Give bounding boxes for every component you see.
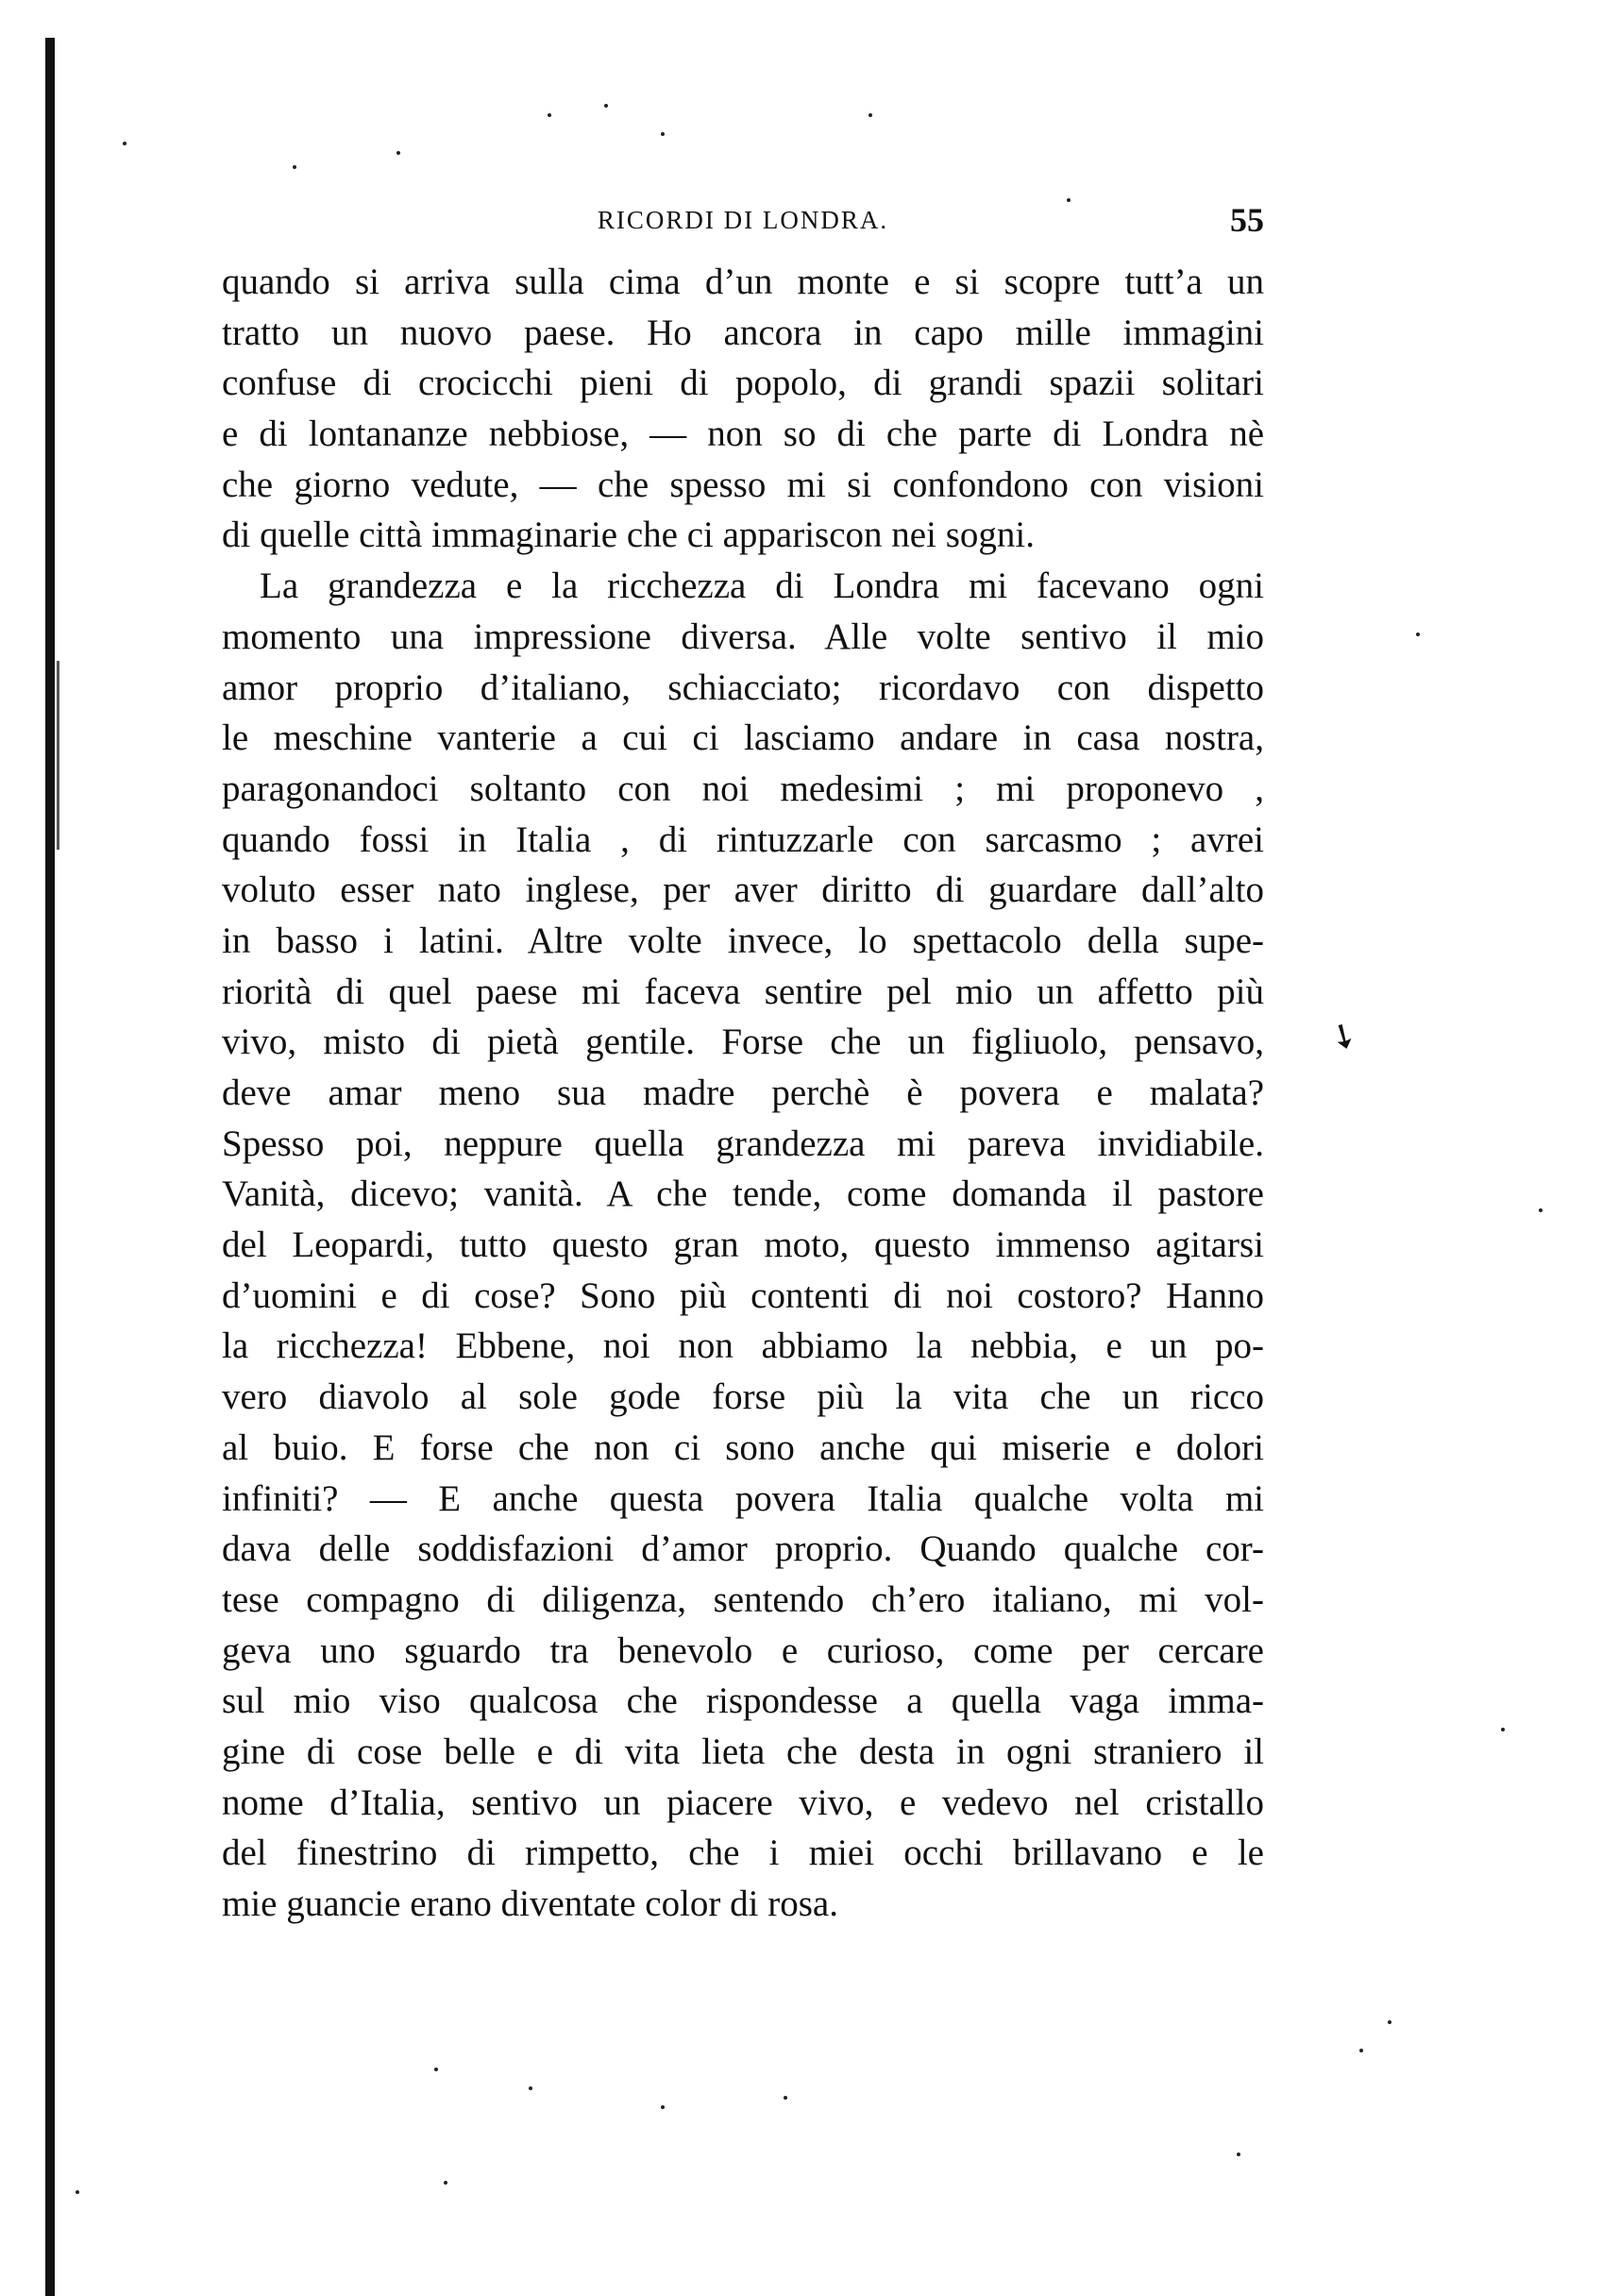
speck <box>1237 2152 1240 2156</box>
paragraph-1 <box>222 257 1264 561</box>
speck <box>434 2068 438 2071</box>
speck <box>529 2086 532 2090</box>
text-line: Spesso poi, neppure quella grandezza mi pareva invidiabile. <box>222 1123 1264 1164</box>
text-line: infiniti? — E anche questa povera Italia qualche volta mi <box>222 1477 1264 1519</box>
page-binding-edge <box>45 38 55 2296</box>
text-line: sul mio viso qualcosa che rispondesse a quella vaga imma- <box>222 1680 1264 1722</box>
text-line: Vanità, dicevo; vanità. A che tende, come domanda il pastore <box>222 1173 1264 1215</box>
speck <box>1501 1728 1505 1731</box>
page-header <box>222 200 1264 238</box>
ink-mark-icon: ➘ <box>1322 1012 1366 1060</box>
speck <box>293 165 296 169</box>
text-line: confuse di crocicchi pieni di popolo, di grandi spazii solitari <box>222 363 1264 404</box>
speck <box>1539 1208 1543 1212</box>
text-line: dava delle soddisfazioni d’amor proprio. Quando qualche cor- <box>222 1528 1264 1570</box>
speck <box>661 132 665 136</box>
running-title: RICORDI DI LONDRA. <box>597 206 889 234</box>
speck <box>1416 633 1420 636</box>
text-line: vero diavolo al sole gode forse più la vita che un ricco <box>222 1376 1264 1418</box>
speck <box>123 142 126 145</box>
speck <box>784 2096 787 2100</box>
text-line: quando fossi in Italia , di rintuzzarle con sarcasmo ; avrei <box>222 819 1264 860</box>
text-line: gine di cose belle e di vita lieta che desta in ogni straniero il <box>222 1730 1264 1772</box>
text-line: amor proprio d’italiano, schiacciato; ricordavo con dispetto <box>222 667 1264 708</box>
text-line: quando si arriva sulla cima d’un monte e si scopre tutt’a un <box>222 262 1264 302</box>
speck <box>76 2190 79 2194</box>
speck <box>868 113 872 117</box>
text-line: paragonandoci soltanto con noi medesimi ; mi proponevo , <box>222 768 1264 809</box>
text-line: voluto esser nato inglese, per aver diritto di guardare dall’alto <box>222 869 1264 911</box>
text-line: al buio. E forse che non ci sono anche qui miserie e dolori <box>222 1427 1264 1468</box>
text-line: le meschine vanterie a cui ci lasciamo andare in casa nostra, <box>222 718 1264 759</box>
text-line: nome d’Italia, sentivo un piacere vivo, e vedevo nel cristallo <box>222 1781 1264 1823</box>
text-line: mie guancie erano diventate color di rosa. <box>222 1883 838 1924</box>
speck <box>1067 198 1071 202</box>
text-line: geva uno sguardo tra benevolo e curioso, come per cercare <box>222 1629 1264 1671</box>
page-number: 55 <box>1230 201 1264 239</box>
text-line: vivo, misto di pietà gentile. Forse che un figliuolo, pensavo, <box>222 1021 1264 1063</box>
speck <box>604 104 608 108</box>
text-line: del finestrino di rimpetto, che i miei occhi brillavano e le <box>222 1832 1264 1874</box>
text-line: di quelle città immaginarie che ci appariscon nei sogni. <box>222 515 1035 556</box>
text-line: la ricchezza! Ebbene, noi non abbiamo la nebbia, e un po- <box>222 1325 1264 1367</box>
speck <box>396 151 400 155</box>
text-line: che giorno vedute, — che spesso mi si confondono con visioni <box>222 464 1264 505</box>
speck <box>1359 2049 1363 2052</box>
paragraph-2 <box>222 561 1264 1930</box>
text-line: in basso i latini. Altre volte invece, lo spettacolo della supe- <box>222 920 1264 961</box>
speck <box>661 2105 665 2109</box>
text-line: tratto un nuovo paese. Ho ancora in capo mille immagini <box>222 312 1264 353</box>
text-line: riorità di quel paese mi faceva sentire pel mio un affetto più <box>222 971 1264 1012</box>
text-line: tese compagno di diligenza, sentendo ch’ero italiano, mi vol- <box>222 1578 1264 1620</box>
text-line: del Leopardi, tutto questo gran moto, questo immenso agitarsi <box>222 1224 1264 1266</box>
text-line: La grandezza e la ricchezza di Londra mi facevano ogni <box>260 566 1264 607</box>
speck <box>444 2181 447 2185</box>
speck <box>548 113 551 117</box>
text-line: e di lontananze nebbiose, — non so di che parte di Londra nè <box>222 414 1264 455</box>
speck <box>1388 2020 1391 2024</box>
text-line: d’uomini e di cose? Sono più contenti di noi costoro? Hanno <box>222 1275 1264 1316</box>
text-line: deve amar meno sua madre perchè è povera e malata? <box>222 1072 1264 1113</box>
page-body <box>222 257 1264 1930</box>
text-line: momento una impressione diversa. Alle volte sentivo il mio <box>222 616 1264 657</box>
page-binding-shadow <box>57 661 59 850</box>
